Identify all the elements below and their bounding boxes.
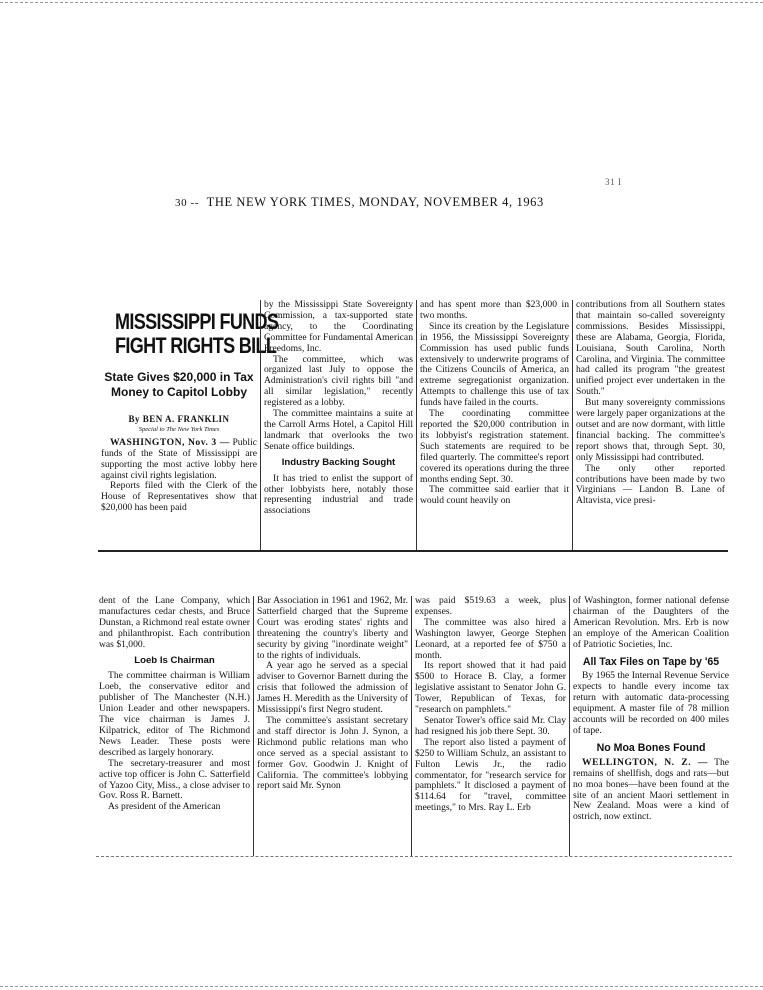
paragraph: of Washington, former national defense chairman of the Daughters of the American Revolution. Mrs. Erb is now an employe of the American Coalition of Patriotic Societies, Inc. xyxy=(573,595,729,650)
paragraph: The committee said earlier that it would count heavily on xyxy=(420,484,569,507)
paragraph: Its report showed that it had paid $500 to Horace B. Clay, a former legislative assistant to Senator John G. Tower, Republican of Texas, for "research on pamphlets." xyxy=(415,660,566,716)
column-5 xyxy=(96,596,253,856)
headline xyxy=(115,309,279,358)
paragraph: contributions from all Southern states that maintain so-called sovereignty commissions. Besides Mississippi, these are Alabama, Georgia, Florida, Louisiana, South Carolina, North Carolina, and Virginia. The committee had called its program "the greatest unified project ever undertaken in the South." xyxy=(576,299,725,398)
column-7 xyxy=(411,596,569,856)
paragraph: The committee maintains a suite at the Carroll Arms Hotel, a Capitol Hill landmark that overlooks the two Senate office buildings. xyxy=(264,408,413,452)
headline-line-1: MISSISSIPPI FUNDS xyxy=(115,309,279,334)
paragraph: The committee was also hired a Washington lawyer, George Stephen Leonard, at a reported fee of $750 a month. xyxy=(415,616,566,661)
paragraph: Public funds of the State of Mississippi are supporting the most active lobby here against civil rights legislation. xyxy=(101,436,257,481)
masthead-dateline xyxy=(175,177,625,210)
paragraph: But many sovereignty commissions were largely paper organizations at the outset and are now dormant, with little financial backing. The committee's report shows that, through Sept. 30, only Mississippi had contributed. xyxy=(576,397,725,463)
paragraph: The report also listed a payment of $250 to William Schulz, an assistant to Fulton Lewis Jr., the radio commentator, for "research service for pamphlets." It disclosed a payment of $114.64 for "travel, committee meetings," to Mrs. Ray L. Erb xyxy=(415,736,566,814)
paragraph: and has spent more than $23,000 in two months. xyxy=(420,299,569,321)
column-8 xyxy=(569,596,732,856)
paragraph: The committee, which was organized last July to oppose the Administration's civil rights bill "and all similar legislation," recently registered as a lobby. xyxy=(264,353,413,409)
masthead-text: THE NEW YORK TIMES, MONDAY, NOVEMBER 4, 1963 xyxy=(206,195,544,209)
column-6 xyxy=(253,596,411,856)
article-clip-bottom xyxy=(96,596,732,857)
headline-line-2: FIGHT RIGHTS BILL xyxy=(115,333,277,358)
paragraph: The secretary-treasurer and most active top officer is John C. Satterfield of Yazoo City, Miss., a close adviser to Gov. Ross R. Barnett. xyxy=(99,757,250,802)
paragraph: Senator Tower's office said Mr. Clay had resigned his job there Sept. 30. xyxy=(415,714,566,737)
subhead: All Tax Files on Tape by '65 xyxy=(582,655,720,668)
subhead: Industry Backing Sought xyxy=(281,456,396,468)
paragraph: By 1965 the Internal Revenue Service expects to handle every income tax return with automatic data-processing equipment. A master file of 78 million accounts will be recorded on 400 miles of tape. xyxy=(573,670,729,736)
paragraph: The committee chairman is William Loeb, the conservative editor and publisher of The Manchester (N.H.) Union Leader and other newspapers. The vice chairman is James J. Kilpatrick, editor of The Richmond News Leader. These posts were described as largely honorary. xyxy=(99,670,250,758)
article-clip-top xyxy=(98,300,728,552)
column-3 xyxy=(416,300,572,550)
column-1 xyxy=(98,300,279,550)
paragraph: As president of the American xyxy=(108,801,221,813)
paragraph: The coordinating committee reported the $20,000 contribution in its lobbyist's registration statement. Such statements are required to be filed quarterly. The committee's report covered its operations during the three months ending Sept. 30. xyxy=(420,408,569,485)
perforation-bottom xyxy=(0,986,763,987)
article-dateline: WELLINGTON, N. Z. — xyxy=(582,756,708,768)
paragraph: was paid $519.63 a week, plus expenses. xyxy=(415,595,566,617)
perforation-top xyxy=(0,2,763,3)
paragraph: Reports filed with the Clerk of the House of Representatives show that $20,000 has been paid xyxy=(101,480,257,514)
paragraph: A year ago he served as a special adviser to Governor Barnett during the crisis that followed the admission of James H. Meredith as the University of Mississippi's first Negro student. xyxy=(257,660,408,716)
deck xyxy=(101,370,257,400)
paragraph: The committee's assistant secretary and staff director is John J. Synon, a Richmond public relations man who once served as a special assistant to former Gov. Goodwin J. Knight of California. The committee's lobbying report said Mr. Synon xyxy=(257,714,408,792)
deck-line-1: State Gives $20,000 in Tax xyxy=(104,370,254,384)
article-dateline: WASHINGTON, Nov. 3 — xyxy=(110,436,230,448)
byline: By BEN A. FRANKLIN xyxy=(128,414,230,424)
column-4 xyxy=(572,300,728,550)
deck-line-2: Money to Capitol Lobby xyxy=(111,385,247,399)
paragraph: The only other reported contributions have been made by two Virginians — Landon B. Lane of Altavista, vice presi- xyxy=(576,462,725,507)
paragraph: by the Mississippi State Sovereignty Commission, a tax-supported state agency, to the Coordinating Committee for Fundamental American Freedoms, Inc. xyxy=(264,299,413,354)
column-2 xyxy=(260,300,416,550)
paragraph: Since its creation by the Legislature in 1956, the Mississippi Sovereignty Commission has used public funds extensively to underwrite programs of the Citizens Councils of America, an extreme segregationist organization. Attempts to challenge this use of tax funds have failed in the courts. xyxy=(420,320,569,409)
paragraph: Bar Association in 1961 and 1962, Mr. Satterfield charged that the Supreme Court was eroding states' rights and threatening the country's liberty and security by giving "inordinate weight" to the rights of individuals. xyxy=(257,595,408,661)
subhead: Loeb Is Chairman xyxy=(134,654,215,666)
subhead: No Moa Bones Found xyxy=(596,741,706,754)
paragraph: It has tried to enlist the support of other lobbyists here, notably those representing industrial and trade associations xyxy=(264,472,413,517)
page-mark: 31 I xyxy=(605,177,622,187)
paragraph: dent of the Lane Company, which manufactures cedar chests, and Bruce Dunstan, a Richmond real estate owner and philanthropist. Each contribution was $1,000. xyxy=(99,595,250,650)
paragraph: The remains of shellfish, dogs and rats—but no moa bones—have been found at the site of an ancient Maori settlement in New Zealand. Moas were a kind of ostrich, now extinct. xyxy=(573,756,729,823)
special-credit: Special to The New York Times xyxy=(138,425,220,433)
lead-mark: 30 -- xyxy=(175,197,200,209)
